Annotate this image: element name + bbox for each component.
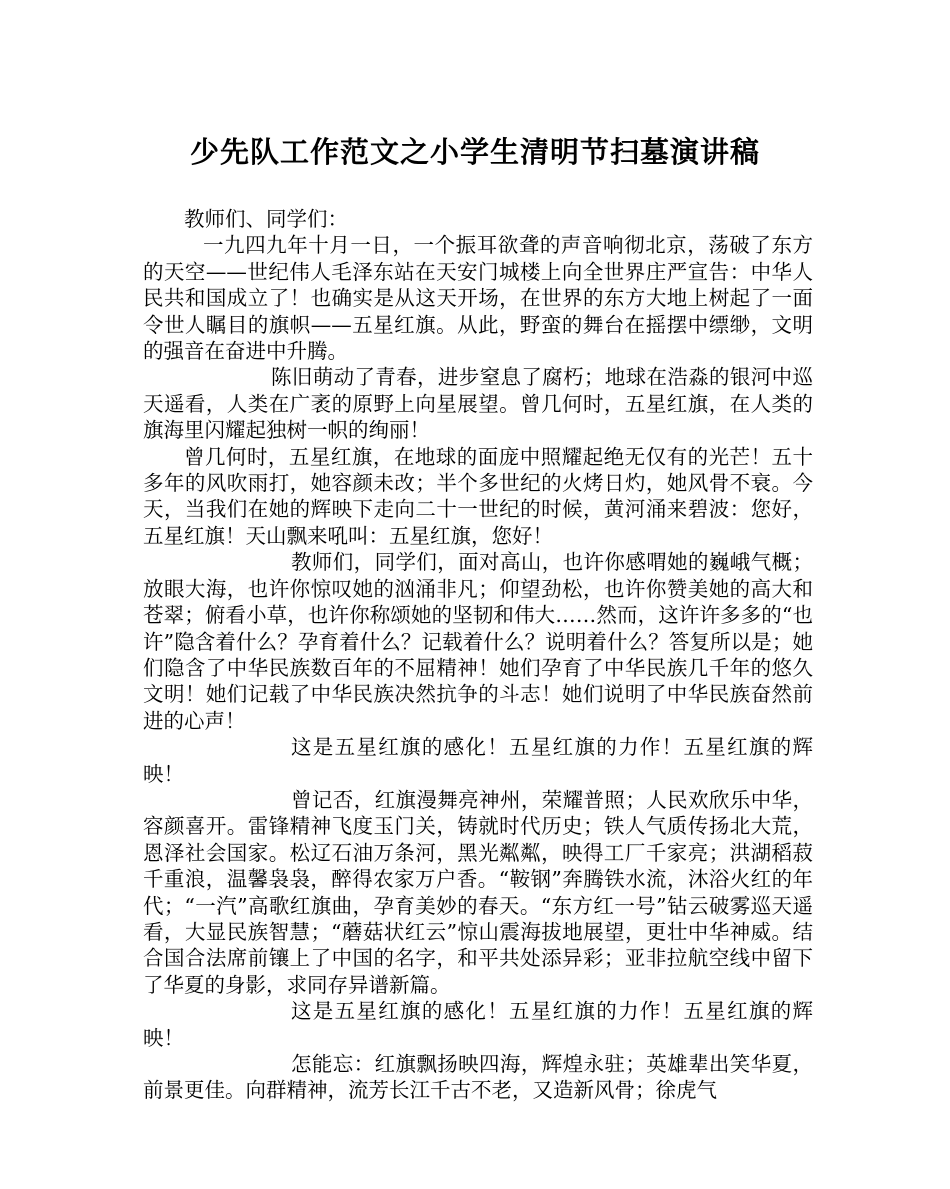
body-paragraph: 教师们，同学们，面对高山，也许你感喟她的巍峨气概；放眼大海，也许你惊叹她的汹涌非凡；仰望劲松，也许你赞美她的高大和苍翠；俯看小草，也许你称颂她的坚韧和伟大……然而，这许许多多的“也许”隐含着什么？孕育着什么？记载着什么？说明着什么？答复所以是；她们隐含了中华民族数百年的不屈精神！她们孕育了中华民族几千年的悠久文明！她们记载了中华民族决然抗争的斗志！她们说明了中华民族奋然前进的心声！: [143, 550, 813, 733]
body-paragraph: 一九四九年十月一日，一个振耳欲聋的声音响彻北京，荡破了东方的天空——世纪伟人毛泽东站在天安门城楼上向全世界庄严宣告：中华人民共和国成立了！也确实是从这天开场，在世界的东方大地上树起了一面令世人瞩目的旗帜——五星红旗。从此，野蛮的舞台在摇摆中缥缈，文明的强音在奋进中升腾。: [143, 233, 813, 364]
body-paragraph: 怎能忘：红旗飘扬映四海，辉煌永驻；英雄辈出笑华夏，前景更佳。向群精神，流芳长江千古不老，又造新风骨；徐虎气: [143, 1052, 813, 1103]
body-paragraph: 曾几何时，五星红旗，在地球的面庞中照耀起绝无仅有的光芒！五十多年的风吹雨打，她容颜未改；半个多世纪的火烤日灼，她风骨不衰。今天，当我们在她的辉映下走向二十一世纪的时候，黄河涌来碧波：您好，五星红旗！天山飘来吼叫：五星红旗，您好！: [143, 444, 813, 548]
document-body: [143, 206, 813, 1104]
body-paragraph: 陈旧萌动了青春，进步窒息了腐朽；地球在浩淼的银河中巡天遥看，人类在广袤的原野上向星展望。曾几何时，五星红旗，在人类的旗海里闪耀起独树一帜的绚丽！: [143, 365, 813, 443]
body-paragraph: 曾记否，红旗漫舞亮神州，荣耀普照；人民欢欣乐中华，容颜喜开。雷锋精神飞度玉门关，铸就时代历史；铁人气质传扬北大荒，恩泽社会国家。松辽石油万条河，黑光粼粼，映得工厂千家亮；洪湖稻菽千重浪，温馨袅袅，醉得农家万户香。“鞍钢”奔腾铁水流，沐浴火红的年代；“一汽”高歌红旗曲，孕育美妙的春天。“东方红一号”钻云破雾巡天遥看，大显民族智慧；“蘑菇状红云”惊山震海拔地展望，更壮中华神威。结合国合法席前镶上了中国的名字，和平共处添异彩；亚非拉航空线中留下了华夏的身影，求同存异谱新篇。: [143, 787, 813, 997]
body-paragraph: 这是五星红旗的感化！五星红旗的力作！五星红旗的辉映！: [143, 735, 813, 786]
salutation-paragraph: 教师们、同学们：: [184, 207, 348, 231]
document-title: 少先队工作范文之小学生清明节扫墓演讲稿: [189, 135, 760, 169]
body-paragraph: 这是五星红旗的感化！五星红旗的力作！五星红旗的辉映！: [143, 999, 813, 1050]
